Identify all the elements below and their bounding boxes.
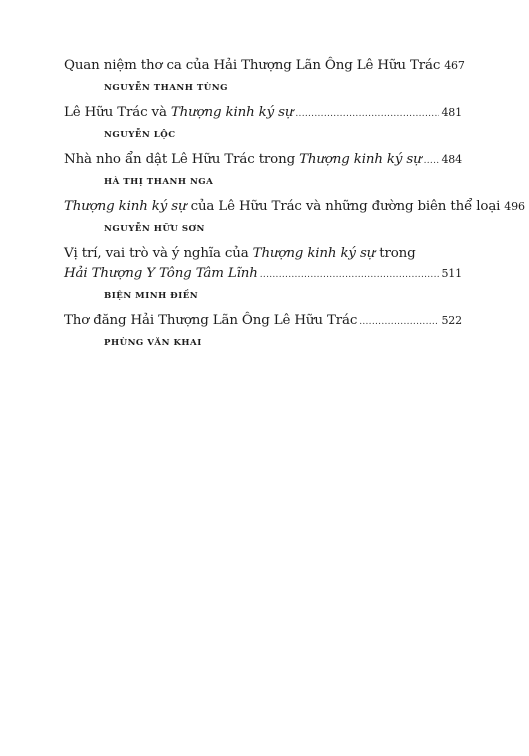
toc-entry-author: HÀ THỊ THANH NGA <box>104 177 214 187</box>
leader-dots <box>295 104 439 124</box>
toc-entry-line[interactable] <box>64 56 465 77</box>
toc-entry-author: PHÙNG VĂN KHAI <box>104 338 202 348</box>
toc-entry-title: Quan niệm thơ ca của Hải Thượng Lãn Ông Lê Hữu Trác <box>64 58 441 73</box>
toc-entry-author: NGUYỄN HỮU SƠN <box>104 224 205 234</box>
leader-dots <box>424 151 440 171</box>
leader-dots <box>359 312 439 332</box>
toc-entry-line[interactable] <box>64 197 525 218</box>
toc-entry <box>64 197 525 235</box>
toc-entry-line[interactable]: Vị trí, vai trò và ý nghĩa của Thượng kinh ký sự trong <box>64 246 416 261</box>
toc-entry-author: BIỆN MINH ĐIỀN <box>104 291 199 301</box>
toc-entry-title: Nhà nho ẩn dật Lê Hữu Trác trong Thượng kinh ký sự <box>64 152 422 167</box>
toc-entry-title: Thượng kinh ký sự của Lê Hữu Trác và những đường biên thể loại <box>64 199 501 214</box>
toc-entry-line[interactable] <box>64 311 462 332</box>
toc-entry-author: NGUYỄN LỘC <box>104 130 176 140</box>
toc-page-number: 481 <box>441 106 462 119</box>
toc-entry <box>64 103 462 141</box>
toc-entry-author: NGUYỄN THANH TÙNG <box>104 83 228 93</box>
toc-entry <box>64 244 462 302</box>
toc-entry <box>64 150 462 188</box>
toc-entry-title: Thơ đăng Hải Thượng Lãn Ông Lê Hữu Trác <box>64 313 358 328</box>
toc-page-number: 522 <box>441 314 462 327</box>
toc-entry-title: Hải Thượng Y Tông Tâm Lĩnh <box>64 266 258 281</box>
leader-dots <box>260 265 440 285</box>
toc-page-number: 511 <box>441 267 462 280</box>
toc-entry-line[interactable] <box>64 103 462 124</box>
toc-entry <box>64 311 462 349</box>
toc-page-number: 496 <box>504 200 525 213</box>
toc-entry-line[interactable] <box>64 150 462 171</box>
toc-entry-line[interactable] <box>64 264 462 285</box>
toc-entry-title: Lê Hữu Trác và Thượng kinh ký sự <box>64 105 294 120</box>
table-of-contents <box>64 56 525 358</box>
toc-entry <box>64 56 465 94</box>
toc-page-number: 467 <box>444 59 465 72</box>
toc-page-number: 484 <box>441 153 462 166</box>
